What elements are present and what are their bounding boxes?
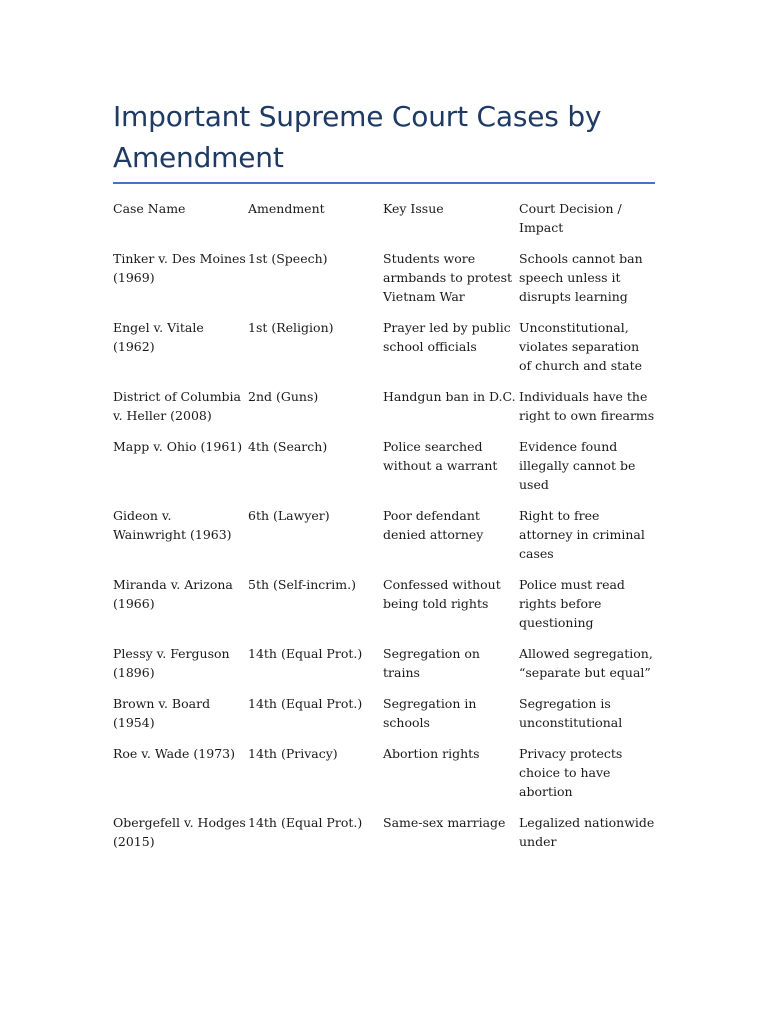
- key-issue-cell: Segregation in schools: [383, 696, 477, 730]
- key-issue-cell: Poor defendant denied attorney: [383, 508, 484, 542]
- table-header-row: [113, 199, 655, 249]
- header-amendment: Amendment: [248, 201, 325, 216]
- amendment-cell: 6th (Lawyer): [248, 508, 330, 523]
- key-issue-cell: Abortion rights: [383, 746, 480, 761]
- page-title: Important Supreme Court Cases by Amendment: [113, 100, 602, 174]
- title-divider: [113, 182, 655, 184]
- key-issue-cell: Same-sex marriage: [383, 815, 506, 830]
- amendment-cell: 14th (Equal Prot.): [248, 815, 363, 830]
- amendment-cell: 14th (Equal Prot.): [248, 646, 363, 661]
- case-name-cell: District of Columbia v. Heller (2008): [113, 389, 241, 423]
- amendment-cell: 5th (Self-incrim.): [248, 577, 356, 592]
- case-name-cell: Tinker v. Des Moines (1969): [113, 251, 246, 285]
- court-decision-cell: Right to free attorney in criminal cases: [519, 508, 645, 561]
- cases-table: [113, 199, 655, 863]
- court-decision-cell: Schools cannot ban speech unless it disrupts learning: [519, 251, 643, 304]
- key-issue-cell: Prayer led by public school officials: [383, 320, 511, 354]
- court-decision-cell: Unconstitutional, violates separation of church and state: [519, 320, 643, 373]
- table-row: [113, 813, 655, 863]
- table-row: [113, 575, 655, 644]
- table-row: [113, 437, 655, 506]
- court-decision-cell: Police must read rights before questioning: [519, 577, 625, 630]
- key-issue-cell: Police searched without a warrant: [383, 439, 498, 473]
- amendment-cell: 2nd (Guns): [248, 389, 319, 404]
- case-name-cell: Miranda v. Arizona (1966): [113, 577, 233, 611]
- table-row: [113, 249, 655, 318]
- case-name-cell: Brown v. Board (1954): [113, 696, 211, 730]
- key-issue-cell: Segregation on trains: [383, 646, 480, 680]
- key-issue-cell: Handgun ban in D.C.: [383, 389, 516, 404]
- court-decision-cell: Allowed segregation, “separate but equal”: [519, 646, 653, 680]
- header-court-decision: Court Decision / Impact: [519, 201, 622, 235]
- table-row: [113, 744, 655, 813]
- key-issue-cell: Confessed without being told rights: [383, 577, 501, 611]
- table-row: [113, 694, 655, 744]
- case-name-cell: Roe v. Wade (1973): [113, 746, 235, 761]
- court-decision-cell: Evidence found illegally cannot be used: [519, 439, 636, 492]
- case-name-cell: Mapp v. Ohio (1961): [113, 439, 243, 454]
- court-decision-cell: Privacy protects choice to have abortion: [519, 746, 623, 799]
- case-name-cell: Gideon v. Wainwright (1963): [113, 508, 232, 542]
- court-decision-cell: Legalized nationwide under: [519, 815, 655, 849]
- case-name-cell: Plessy v. Ferguson (1896): [113, 646, 230, 680]
- table-row: [113, 506, 655, 575]
- amendment-cell: 4th (Search): [248, 439, 328, 454]
- amendment-cell: 14th (Privacy): [248, 746, 338, 761]
- court-decision-cell: Segregation is unconstitutional: [519, 696, 623, 730]
- case-name-cell: Obergefell v. Hodges (2015): [113, 815, 246, 849]
- case-name-cell: Engel v. Vitale (1962): [113, 320, 204, 354]
- document-page: [113, 96, 655, 863]
- amendment-cell: 14th (Equal Prot.): [248, 696, 363, 711]
- table-row: [113, 644, 655, 694]
- amendment-cell: 1st (Speech): [248, 251, 328, 266]
- key-issue-cell: Students wore armbands to protest Vietnam War: [383, 251, 513, 304]
- table-row: [113, 318, 655, 387]
- table-row: [113, 387, 655, 437]
- amendment-cell: 1st (Religion): [248, 320, 334, 335]
- header-case-name: Case Name: [113, 201, 186, 216]
- court-decision-cell: Individuals have the right to own firearms: [519, 389, 655, 423]
- header-key-issue: Key Issue: [383, 201, 444, 216]
